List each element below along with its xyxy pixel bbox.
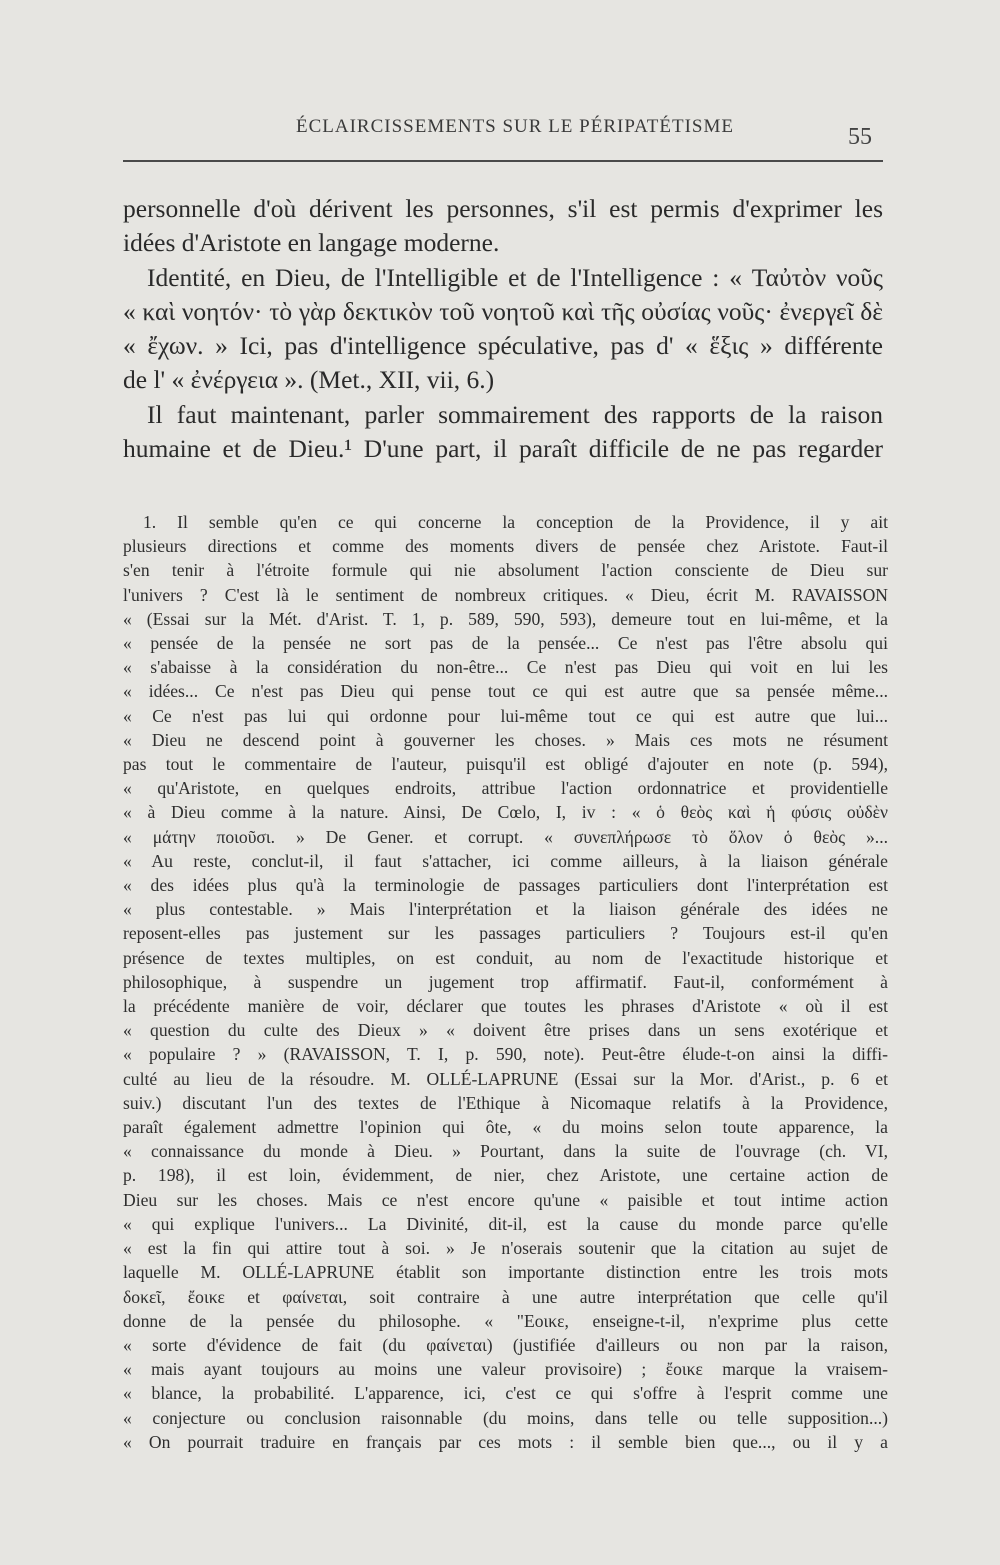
footnote-line: « sorte d'évidence de fait (du φαίνεται) (justifiée d'ailleurs ou non par la raison,	[123, 1334, 888, 1355]
footnote-line: « On pourrait traduire en français par ces mots : il semble bien que..., ou il y a	[123, 1431, 888, 1452]
footnote-line: philosophique, à suspendre un jugement trop affirmatif. Faut-il, conformément à	[123, 971, 888, 992]
footnote-line: laquelle M. OLLÉ-LAPRUNE établit son importante distinction entre les trois mots	[123, 1262, 888, 1283]
footnote-line: la précédente manière de voir, déclarer que toutes les phrases d'Aristote « où il est	[123, 996, 888, 1017]
body-line: personnelle d'où dérivent les personnes, s'il est permis d'exprimer les	[123, 194, 883, 223]
footnote-line: « Dieu ne descend point à gouverner les choses. » Mais ces mots ne résument	[123, 729, 888, 750]
footnote-line: « Au reste, conclut-il, il faut s'attacher, ici comme ailleurs, à la liaison générale	[123, 850, 888, 871]
body-line: idées d'Aristote en langage moderne.	[123, 228, 500, 258]
footnote-line: donne de la pensée du philosophe. « "Εοικε, enseigne-t-il, n'exprime plus cette	[123, 1310, 888, 1331]
footnote-line: « connaissance du monde à Dieu. » Pourtant, dans la suite de l'ouvrage (ch. VI,	[123, 1141, 888, 1162]
body-line: « καὶ νοητόν· τὸ γὰρ δεκτικὸν τοῦ νοητοῦ καὶ τῆς οὐσίας νοῦς· ἐνεργεῖ δὲ	[123, 296, 883, 326]
header-rule	[123, 160, 883, 162]
footnote-line: δοκεῖ, ἔοικε et φαίνεται, soit contraire à une autre interprétation que celle qu'il	[123, 1286, 888, 1307]
footnote-line: « populaire ? » (RAVAISSON, T. I, p. 590, note). Peut-être élude-t-on ainsi la diffi-	[123, 1044, 888, 1065]
footnote-line: culté au lieu de la résoudre. M. OLLÉ-LAPRUNE (Essai sur la Mor. d'Arist., p. 6 et	[123, 1068, 888, 1089]
footnote-line: p. 198), il est loin, évidemment, de nier, chez Aristote, une certaine action de	[123, 1165, 888, 1186]
footnote-line: « à Dieu comme à la nature. Ainsi, De Cœlo, I, iv : « ὁ θεὸς καὶ ἡ φύσις οὐδὲν	[123, 802, 888, 823]
footnote-line: « Ce n'est pas lui qui ordonne pour lui-même tout ce qui est autre que lui...	[123, 705, 888, 726]
footnote-line: « plus contestable. » Mais l'interprétation et la liaison générale des idées ne	[123, 899, 888, 920]
footnote-line: « idées... Ce n'est pas Dieu qui pense tout ce qui est autre que sa pensée même...	[123, 681, 888, 702]
footnote-line: s'en tenir à l'étroite formule qui nie absolument l'action consciente de Dieu sur	[123, 560, 888, 581]
body-line: humaine et de Dieu.¹ D'une part, il paraît difficile de ne pas regarder	[123, 434, 883, 464]
footnote-line: pas tout le commentaire de l'auteur, puisqu'il est obligé d'ajouter en note (p. 594),	[123, 754, 888, 775]
body-line: Identité, en Dieu, de l'Intelligible et de l'Intelligence : « Ταὐτὸν νοῦς	[147, 262, 883, 292]
footnote-line: plusieurs directions et comme des moments divers de pensée chez Aristote. Faut-il	[123, 536, 888, 557]
main-text	[123, 192, 883, 466]
footnote-line: « s'abaisse à la considération du non-être... Ce n'est pas Dieu qui voit en lui les	[123, 657, 888, 678]
footnote-line: présence de textes multiples, on est conduit, au nom de l'exactitude historique et	[123, 947, 888, 968]
footnote-line: « mais ayant toujours au moins une valeur provisoire) ; ἔοικε marque la vraisem-	[123, 1359, 888, 1380]
body-line: de l' « ἐνέργεια ». (Met., XII, vii, 6.)	[123, 365, 495, 395]
footnote-line: paraît également admettre l'opinion qui ôte, « du moins selon toute apparence, la	[123, 1117, 888, 1138]
footnote-line: « pensée de la pensée ne sort pas de la pensée... Ce n'est pas l'être absolu qui	[123, 633, 888, 654]
body-line: « ἔχων. » Ici, pas d'intelligence spéculative, pas d' « ἕξις » différente	[123, 331, 883, 361]
footnote-line: « qu'Aristote, en quelques endroits, attribue l'action ordonnatrice et providentielle	[123, 778, 888, 799]
footnote-line: « conjecture ou conclusion raisonnable (du moins, dans telle ou telle supposition...)	[123, 1407, 888, 1428]
footnote-line: « est la fin qui attire tout à soi. » Je n'oserais soutenir que la citation au sujet de	[123, 1238, 888, 1259]
footnote-line: l'univers ? C'est là le sentiment de nombreux critiques. « Dieu, écrit M. RAVAISSON	[123, 584, 888, 605]
footnote-line: 1. Il semble qu'en ce qui concerne la conception de la Providence, il y ait	[143, 512, 888, 532]
footnote-line: « des idées plus qu'à la terminologie de passages particuliers dont l'interprétation est	[123, 875, 888, 896]
running-title: ÉCLAIRCISSEMENTS SUR LE PÉRIPATÉTISME	[296, 116, 734, 137]
footnote-line: « μάτην ποιοῦσι. » De Gener. et corrupt. « συνεπλήρωσε τὸ ὅλον ὁ θεὸς »...	[123, 826, 888, 847]
footnote	[123, 510, 888, 1454]
footnote-line: « blance, la probabilité. L'apparence, ici, c'est ce qui s'offre à l'esprit comme une	[123, 1383, 888, 1404]
page-number: 55	[848, 124, 872, 150]
footnote-line: « qui explique l'univers... La Divinité, dit-il, est la cause du monde parce qu'elle	[123, 1213, 888, 1234]
footnote-line: Dieu sur les choses. Mais ce n'est encore qu'une « paisible et tout intime action	[123, 1189, 888, 1210]
body-line: Il faut maintenant, parler sommairement des rapports de la raison	[147, 399, 883, 429]
footnote-line: « (Essai sur la Mét. d'Arist. T. 1, p. 589, 590, 593), demeure tout en lui-même, et la	[123, 608, 888, 629]
footnote-line: reposent-elles pas justement sur les passages particuliers ? Toujours est-il qu'en	[123, 923, 888, 944]
footnote-line: suiv.) discutant l'un des textes de l'Ethique à Nicomaque relatifs à la Providence,	[123, 1092, 888, 1113]
footnote-line: « question du culte des Dieux » « doivent être prises dans un sens exotérique et	[123, 1020, 888, 1041]
